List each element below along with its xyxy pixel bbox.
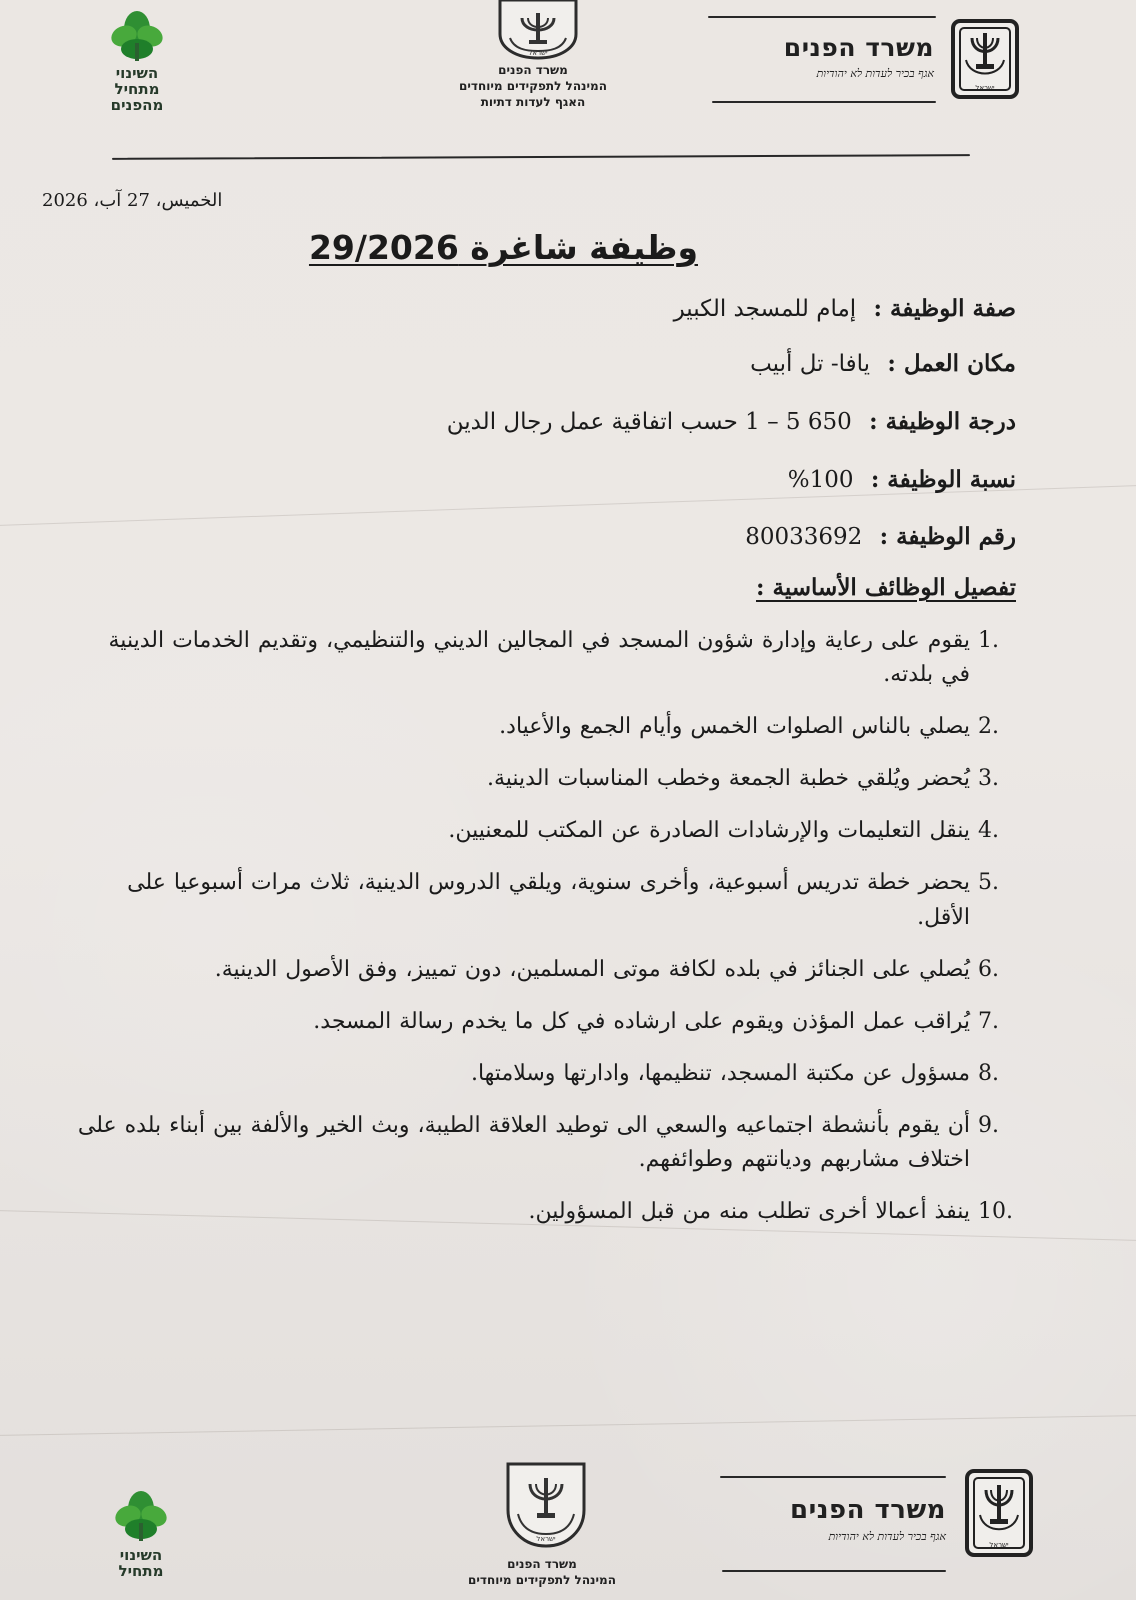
svg-text:ישראל: ישראל [528, 49, 548, 57]
footer-state-emblem [500, 1460, 592, 1552]
duty-text: يُصلي على الجنائز في بلده لكافة موتى المسلمين، دون تمييز، وفق الأصول الدينية. [214, 956, 970, 982]
duty-number: 1. [978, 628, 999, 653]
slogan-leaf-logo [106, 8, 168, 64]
duty-item [76, 710, 1012, 744]
field-label: درجة الوظيفة : [869, 408, 1016, 435]
duty-text: ينفذ أعمالا أخرى تطلب منه من قبل المسؤولين. [528, 1199, 970, 1225]
duty-text: يصلي بالناس الصلوات الخمس وأيام الجمع والأعياد. [499, 714, 970, 740]
menorah-emblem-icon [492, 0, 584, 60]
field-value: يافا- تل أبيب [750, 351, 871, 377]
field-label: نسبة الوظيفة : [870, 466, 1016, 493]
footer-slogan-leaf-logo [110, 1488, 172, 1544]
job-grade-row [447, 408, 1016, 437]
state-emblem [492, 0, 584, 60]
slogan-line-2: מתחיל [118, 1561, 164, 1580]
duty-number: 8. [978, 1060, 999, 1086]
ministry-emblem [950, 18, 1020, 100]
ministry-subtitle: אגף בכיר לעדות לא יהודיות [828, 1529, 946, 1543]
field-label: رقم الوظيفة : [879, 523, 1016, 550]
document-title: وظيفة شاغرة 29/2026 [308, 228, 698, 267]
job-title-row [674, 295, 1016, 324]
field-value: 100% [787, 467, 854, 493]
ministry-logo [710, 34, 934, 80]
header-divider [112, 154, 970, 159]
department-line-2: המינהל לתפקידים מיוחדים [459, 79, 607, 94]
duty-text: يقوم على رعاية وإدارة شؤون المسجد في المجالين الديني والتنظيمي، وتقديم الخدمات الدينية في بلدته. [108, 628, 970, 688]
duty-item [76, 762, 1012, 796]
ministry-subtitle: אגף בכיר לעדות לא יהודיות [816, 66, 934, 80]
duty-number: 3. [978, 766, 999, 792]
job-percentage-row [788, 466, 1016, 495]
header-department-block [393, 62, 673, 111]
duty-text: يُحضر ويُلقي خطبة الجمعة وخطب المناسبات الدينية. [486, 766, 970, 792]
duty-item [76, 814, 1012, 848]
duties-heading: تفصيل الوظائف الأساسية : [756, 574, 1016, 601]
slogan-line-3: מהפנים [110, 95, 164, 114]
duty-item [76, 953, 1012, 987]
department-line-2: המינהל לתפקידים מיוחדים [468, 1573, 616, 1588]
duty-number: 5. [978, 870, 999, 896]
duty-item [76, 1005, 1012, 1039]
field-value: 650 5 – 1 حسب اتفاقية عمل رجال الدين [446, 409, 852, 435]
workplace-row [750, 350, 1016, 379]
svg-text:ישראל: ישראל [989, 1541, 1009, 1549]
footer-ministry-top-rule [720, 1476, 946, 1478]
duty-number: 6. [978, 956, 999, 982]
ministry-title: משרד הפנים [783, 33, 934, 62]
slogan-text [94, 66, 180, 113]
ministry-bottom-rule [712, 101, 936, 103]
menorah-emblem-icon [500, 1460, 592, 1552]
duties-list [76, 624, 1012, 1247]
duty-number: 2. [978, 714, 999, 740]
footer-ministry-logo [720, 1496, 946, 1543]
department-line-3: האגף לעדות דתיות [480, 95, 586, 110]
svg-text:ישראל: ישראל [975, 84, 995, 92]
department-line-1: משרד הפנים [498, 63, 568, 77]
field-value: إمام للمسجد الكبير [673, 296, 857, 322]
leaf-icon [106, 8, 168, 64]
ministry-top-rule [708, 16, 936, 18]
footer-ministry-emblem [964, 1468, 1034, 1558]
field-label: مكان العمل : [887, 350, 1016, 377]
slogan-line-2: מתחיל [114, 79, 160, 98]
slogan-line-1: השינוי [115, 64, 159, 82]
menorah-emblem-icon [950, 18, 1020, 100]
footer-ministry-bottom-rule [722, 1570, 946, 1572]
duty-item [76, 1109, 1012, 1177]
leaf-icon [110, 1488, 172, 1544]
duty-item [76, 866, 1012, 934]
duty-text: أن يقوم بأنشطة اجتماعيه والسعي الى توطيد العلاقة الطيبة، وبث الخير والألفة بين أبناء بلده على اختلاف مشاربهم وديانتهم وطوائفهم. [77, 1112, 970, 1173]
duty-number: 9. [978, 1112, 999, 1138]
field-label: صفة الوظيفة : [873, 295, 1016, 322]
menorah-emblem-icon [964, 1468, 1034, 1558]
duty-text: يُراقب عمل المؤذن ويقوم على ارشاده في كل ما يخدم رسالة المسجد. [313, 1008, 970, 1034]
department-line-1: משרד הפנים [507, 1557, 577, 1571]
footer-department-block [402, 1556, 682, 1588]
paper-fold [0, 1414, 1136, 1436]
duty-text: يحضر خطة تدريس أسبوعية، وأخرى سنوية، ويلقي الدروس الدينية، ثلاث مرات أسبوعيا على الأقل. [127, 870, 970, 930]
duty-item [76, 1195, 1012, 1229]
footer-slogan-text [98, 1548, 184, 1580]
duty-item [76, 624, 1012, 692]
ministry-title: משרד הפנים [789, 1495, 946, 1525]
job-number-row [745, 523, 1016, 552]
duty-number: 10. [978, 1199, 1013, 1225]
duty-item [76, 1057, 1012, 1091]
svg-text:ישראל: ישראל [536, 1535, 556, 1543]
document-date: الخميس، 27 آب، 2026 [42, 190, 223, 211]
slogan-line-1: השינוי [119, 1546, 163, 1564]
duty-number: 7. [978, 1008, 999, 1034]
field-value: 80033692 [745, 524, 863, 550]
duty-number: 4. [978, 818, 999, 844]
duty-text: ينقل التعليمات والإرشادات الصادرة عن المكتب للمعنيين. [448, 818, 970, 844]
duty-text: مسؤول عن مكتبة المسجد، تنظيمها، وادارتها وسلامتها. [470, 1060, 970, 1086]
